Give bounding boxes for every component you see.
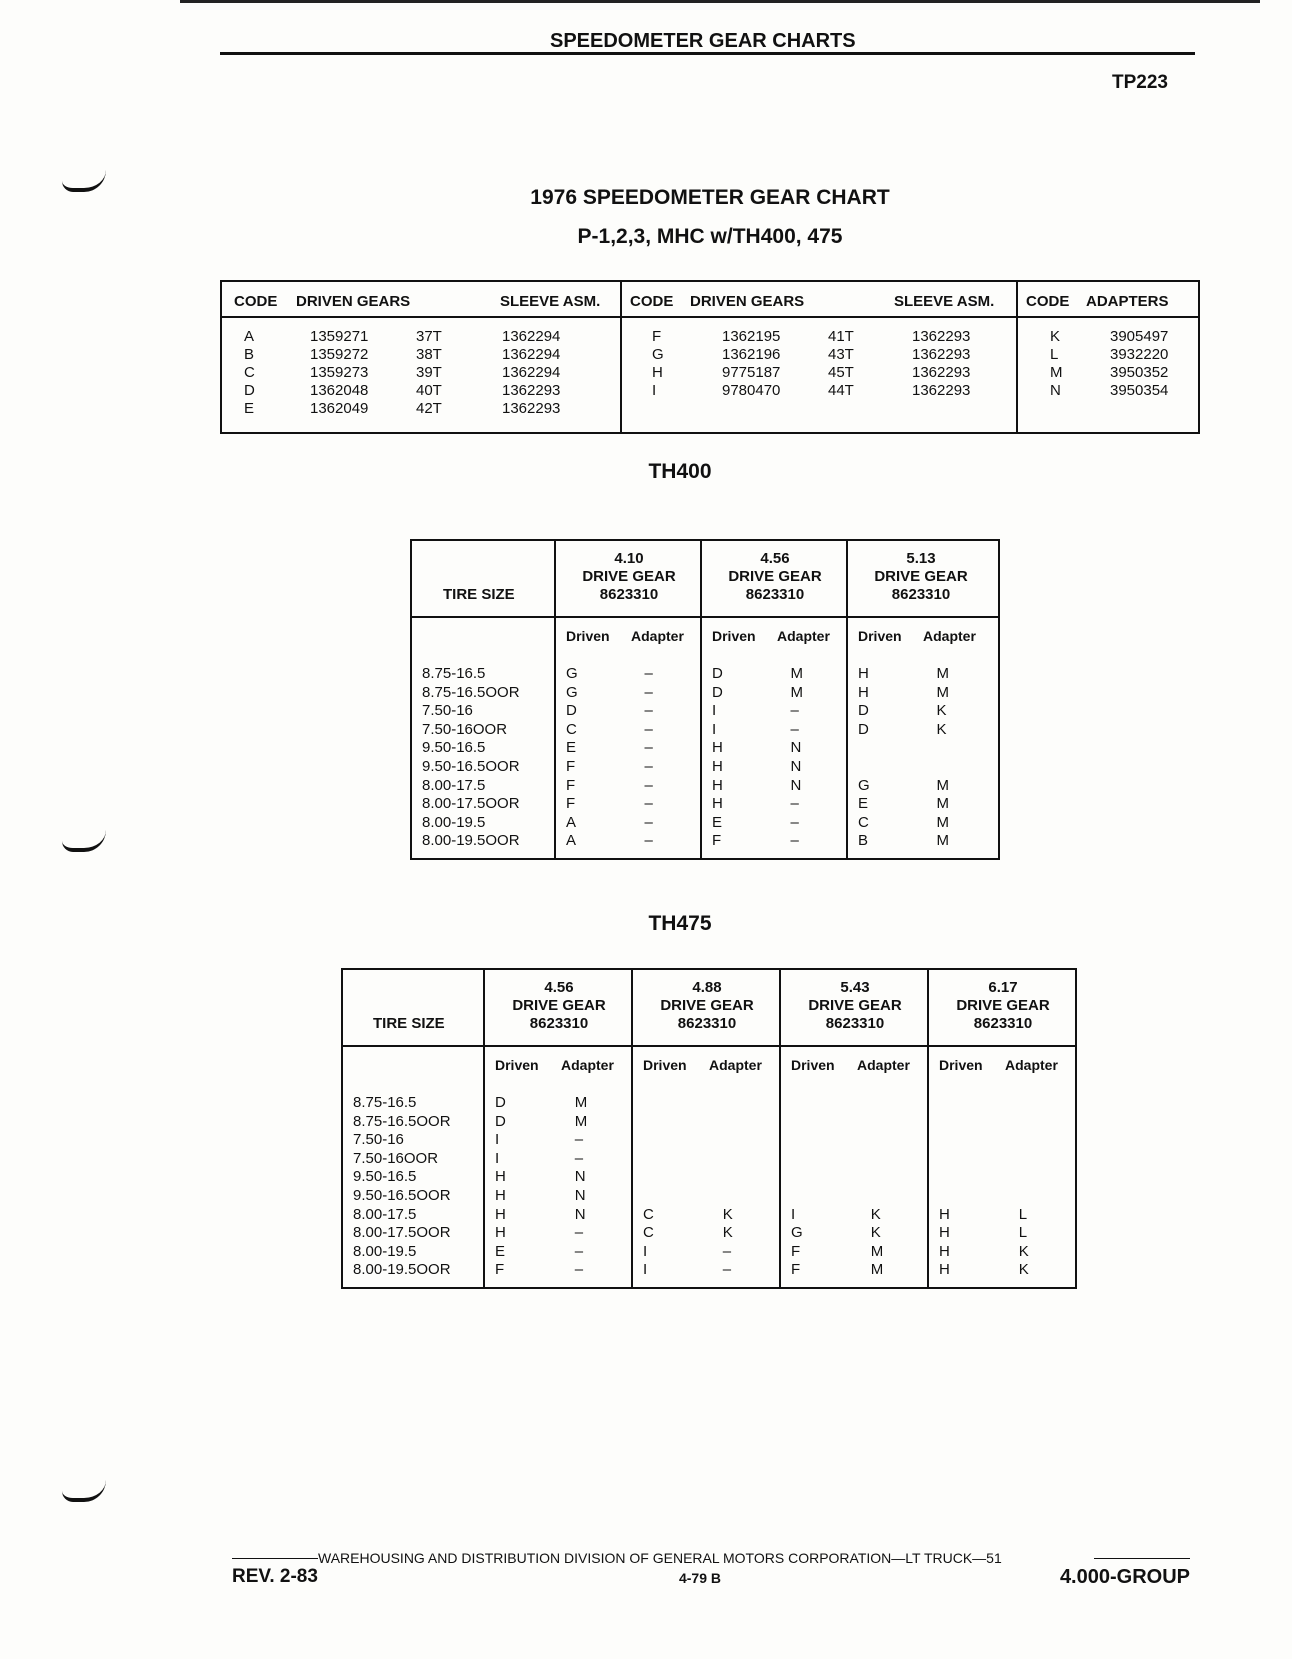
code-row <box>622 346 1016 364</box>
adapter-code-cell: – <box>790 702 799 720</box>
sleeve-part-number: 1362293 <box>912 328 971 345</box>
drive-gear-part: 8623310 <box>599 586 659 603</box>
code-letter: F <box>652 328 662 345</box>
drive-gear-label: DRIVE GEAR <box>660 997 754 1014</box>
driven-code-cell: H <box>712 739 723 757</box>
adapter-code-cell: – <box>574 1224 584 1242</box>
tire-size-cell: 8.75-16.5OOR <box>422 683 520 701</box>
tooth-count: 40T <box>416 382 442 399</box>
code-letter: B <box>244 346 255 363</box>
drive-gear-label: DRIVE GEAR <box>728 568 822 585</box>
adapter-code-cell: – <box>722 1242 732 1260</box>
code-header: CODE <box>1026 293 1070 310</box>
driven-code-cell: C <box>566 720 577 738</box>
tire-size-cell: 8.00-17.5OOR <box>353 1224 451 1242</box>
driven-code-cell: G <box>566 665 578 682</box>
drive-gear-header <box>781 979 929 1033</box>
tire-size-cell: 7.50-16 <box>353 1131 404 1149</box>
code-letter: E <box>244 400 255 417</box>
driven-subheader: Driven <box>495 1057 539 1073</box>
driven-code-cell: C <box>643 1224 654 1242</box>
tire-size-cell: 9.50-16.5OOR <box>353 1187 451 1204</box>
code-row <box>222 328 620 346</box>
driven-subheader: Driven <box>939 1057 983 1073</box>
driven-code-cell: C <box>643 1205 654 1223</box>
driven-code-cell: F <box>791 1242 801 1260</box>
driven-code-cell: H <box>495 1168 506 1186</box>
axle-ratio: 5.13 <box>906 550 936 567</box>
adapter-code-cell: M <box>574 1094 588 1111</box>
sleeve-part-number: 1362294 <box>502 328 561 345</box>
th400-title: TH400 <box>648 460 712 483</box>
gear-part-number: 1362049 <box>310 400 369 417</box>
driven-subheader: Driven <box>643 1057 687 1073</box>
code-header-row <box>1018 282 1198 318</box>
driven-code-cell: D <box>858 720 869 738</box>
tire-size-cell: 9.50-16.5 <box>353 1168 417 1186</box>
driven-code-cell: H <box>495 1205 506 1223</box>
adapter-code-cell: N <box>790 739 802 757</box>
gear-part-number: 1362048 <box>310 382 369 399</box>
th475-table <box>341 968 1077 1289</box>
code-section-1 <box>222 282 620 432</box>
driven-code-cell: F <box>566 795 576 813</box>
driven-code-cell: B <box>858 832 869 850</box>
code-row <box>1018 364 1198 382</box>
driven-code-cell: I <box>791 1205 796 1223</box>
adapter-code-cell: – <box>644 776 653 794</box>
footer-rule-left <box>232 1558 318 1559</box>
driven-code-cell: D <box>712 683 723 701</box>
tooth-count: 37T <box>416 328 442 345</box>
adapter-code-cell: – <box>790 832 799 850</box>
driven-code-cell: D <box>712 665 723 682</box>
driven-subheader: Driven <box>566 628 610 644</box>
driven-code-cell: A <box>566 813 577 831</box>
footer-date: 4-79 B <box>678 1570 722 1586</box>
adapter-code-cell: M <box>870 1242 884 1260</box>
adapters-header: ADAPTERS <box>1086 293 1169 310</box>
gear-part-number: 1362195 <box>722 328 781 345</box>
tire-size-header: TIRE SIZE <box>373 1015 445 1032</box>
code-letter: H <box>652 364 663 381</box>
driven-code-cell: H <box>939 1242 950 1260</box>
code-section-adapters <box>1016 282 1198 432</box>
driven-code-cell: I <box>495 1131 500 1149</box>
drive-gear-header <box>848 550 994 604</box>
code-header-row <box>622 282 1016 318</box>
adapter-code-cell: M <box>936 832 950 850</box>
adapter-code-cell: – <box>644 832 653 850</box>
driven-gears-header: DRIVEN GEARS <box>296 293 411 310</box>
footer-rule-right <box>1094 1558 1190 1559</box>
code-row <box>622 364 1016 382</box>
adapter-code-cell: – <box>644 665 653 682</box>
code-row <box>622 382 1016 400</box>
adapter-code-cell: – <box>790 720 799 738</box>
binder-mark <box>62 830 106 852</box>
gear-code-table <box>220 280 1200 434</box>
adapter-code-cell: M <box>936 795 950 813</box>
driven-code-cell: I <box>495 1149 500 1167</box>
tire-size-cell: 8.00-19.5 <box>353 1242 417 1260</box>
tooth-count: 38T <box>416 346 442 363</box>
code-section-2 <box>620 282 1016 432</box>
code-letter: I <box>652 382 657 399</box>
adapter-code-cell: N <box>790 758 802 775</box>
driven-code-cell: H <box>858 665 869 682</box>
adapter-code-cell: M <box>936 813 950 831</box>
driven-code-cell: F <box>495 1261 505 1279</box>
adapter-part-number: 3950354 <box>1110 382 1169 399</box>
adapter-code-cell: – <box>644 739 653 757</box>
code-header: CODE <box>630 293 674 310</box>
drive-gear-part: 8623310 <box>745 586 805 603</box>
driven-code-cell: D <box>858 702 869 720</box>
driven-subheader: Driven <box>858 628 902 644</box>
driven-code-cell: I <box>643 1242 648 1260</box>
driven-code-cell: H <box>495 1187 506 1204</box>
adapter-code-cell: – <box>574 1242 584 1260</box>
adapter-code-cell: K <box>1018 1261 1029 1279</box>
adapter-code-cell: – <box>644 813 653 831</box>
driven-code-cell: F <box>566 758 576 775</box>
driven-code-cell: H <box>939 1224 950 1242</box>
driven-code-cell: E <box>858 795 869 813</box>
code-letter: M <box>1050 364 1063 381</box>
top-edge-rule <box>180 0 1260 3</box>
drive-gear-header <box>556 550 702 604</box>
drive-gear-part: 8623310 <box>677 1015 737 1032</box>
adapter-code-cell: M <box>790 665 804 682</box>
adapter-code-cell: – <box>574 1131 584 1149</box>
driven-code-cell: H <box>939 1261 950 1279</box>
adapter-code-cell: – <box>644 720 653 738</box>
driven-code-cell: E <box>566 739 577 757</box>
tire-size-cell: 9.50-16.5OOR <box>422 758 520 775</box>
driven-code-cell: D <box>495 1094 506 1111</box>
tire-size-cell: 8.75-16.5 <box>353 1094 417 1111</box>
driven-code-cell: G <box>858 776 870 794</box>
binder-mark <box>62 1480 106 1502</box>
code-row <box>222 364 620 382</box>
tooth-count: 44T <box>828 382 854 399</box>
adapter-code-cell: N <box>574 1205 586 1223</box>
gear-part-number: 1362196 <box>722 346 781 363</box>
code-row <box>222 400 620 418</box>
code-letter: L <box>1050 346 1059 363</box>
code-header: CODE <box>234 293 278 310</box>
sleeve-part-number: 1362294 <box>502 364 561 381</box>
sleeve-asm-header: SLEEVE ASM. <box>894 293 995 310</box>
drive-gear-part: 8623310 <box>529 1015 589 1032</box>
driven-code-cell: H <box>858 683 869 701</box>
sleeve-part-number: 1362293 <box>912 364 971 381</box>
axle-ratio: 4.10 <box>614 550 644 567</box>
gear-part-number: 1359273 <box>310 364 369 381</box>
adapter-code-cell: K <box>870 1205 881 1223</box>
code-row <box>222 382 620 400</box>
gear-part-number: 1359272 <box>310 346 369 363</box>
tire-size-cell: 7.50-16OOR <box>353 1149 439 1167</box>
driven-code-cell: I <box>712 702 717 720</box>
drive-gear-part: 8623310 <box>825 1015 885 1032</box>
driven-code-cell: H <box>495 1224 506 1242</box>
drive-gear-label: DRIVE GEAR <box>582 568 676 585</box>
driven-code-cell: H <box>712 776 723 794</box>
adapter-code-cell: L <box>1018 1224 1028 1242</box>
tire-size-cell: 8.00-17.5OOR <box>422 795 520 813</box>
driven-code-cell: H <box>712 758 723 775</box>
driven-code-cell: D <box>495 1112 506 1130</box>
driven-code-cell: A <box>566 832 577 850</box>
tire-size-cell: 8.75-16.5OOR <box>353 1112 451 1130</box>
adapter-code-cell: M <box>936 665 950 682</box>
driven-code-cell: E <box>495 1242 506 1260</box>
adapter-code-cell: K <box>722 1205 733 1223</box>
tire-size-cell: 8.00-17.5 <box>353 1205 417 1223</box>
tire-size-cell: 8.00-19.5OOR <box>422 832 520 850</box>
chart-title: 1976 SPEEDOMETER GEAR CHART <box>530 186 890 209</box>
footer-org: WAREHOUSING AND DISTRIBUTION DIVISION OF GENERAL MOTORS CORPORATION—LT TRUCK—51 <box>318 1550 1002 1566</box>
drive-gear-header <box>485 979 633 1033</box>
drive-gear-part: 8623310 <box>891 586 951 603</box>
driven-subheader: Driven <box>712 628 756 644</box>
adapter-subheader: Adapter <box>1005 1057 1058 1073</box>
code-letter: G <box>652 346 664 363</box>
adapter-code-cell: – <box>790 813 799 831</box>
drive-gear-label: DRIVE GEAR <box>512 997 606 1014</box>
page-header-title: SPEEDOMETER GEAR CHARTS <box>550 30 856 52</box>
tire-size-header: TIRE SIZE <box>443 586 515 603</box>
tooth-count: 39T <box>416 364 442 381</box>
code-letter: A <box>244 328 255 345</box>
adapter-code-cell: L <box>1018 1205 1028 1223</box>
driven-code-cell: E <box>712 813 723 831</box>
tire-size-cell: 8.00-19.5OOR <box>353 1261 451 1279</box>
th475-title: TH475 <box>648 912 712 935</box>
driven-code-cell: D <box>566 702 577 720</box>
adapter-subheader: Adapter <box>923 628 976 644</box>
adapter-subheader: Adapter <box>561 1057 614 1073</box>
adapter-part-number: 3905497 <box>1110 328 1169 345</box>
footer-group: 4.000-GROUP <box>1059 1566 1190 1588</box>
adapter-part-number: 3950352 <box>1110 364 1169 381</box>
tire-size-cell: 9.50-16.5 <box>422 739 486 757</box>
axle-ratio: 4.56 <box>544 979 574 996</box>
tire-size-cell: 8.75-16.5 <box>422 665 486 682</box>
code-header-row <box>222 282 620 318</box>
tire-size-cell: 8.00-19.5 <box>422 813 486 831</box>
adapter-code-cell: – <box>644 683 653 701</box>
code-letter: N <box>1050 382 1061 399</box>
tooth-count: 45T <box>828 364 854 381</box>
tooth-count: 41T <box>828 328 854 345</box>
drive-gear-header <box>929 979 1077 1033</box>
adapter-code-cell: M <box>936 683 950 701</box>
gear-part-number: 9780470 <box>722 382 781 399</box>
driven-code-cell: G <box>566 683 578 701</box>
adapter-code-cell: K <box>870 1224 881 1242</box>
adapter-code-cell: K <box>936 720 947 738</box>
th400-table <box>410 539 1000 860</box>
adapter-code-cell: K <box>1018 1242 1029 1260</box>
driven-code-cell: F <box>712 832 722 850</box>
code-letter: D <box>244 382 255 399</box>
binder-mark <box>62 170 106 192</box>
adapter-code-cell: M <box>574 1112 588 1130</box>
adapter-part-number: 3932220 <box>1110 346 1169 363</box>
code-row <box>222 346 620 364</box>
adapter-subheader: Adapter <box>857 1057 910 1073</box>
sleeve-part-number: 1362293 <box>912 382 971 399</box>
header-rule <box>220 52 1195 55</box>
adapter-code-cell: – <box>574 1261 584 1279</box>
drive-gear-label: DRIVE GEAR <box>808 997 902 1014</box>
code-row <box>1018 382 1198 400</box>
page-id: TP223 <box>1112 72 1168 93</box>
drive-gear-label: DRIVE GEAR <box>956 997 1050 1014</box>
axle-ratio: 5.43 <box>840 979 870 996</box>
sleeve-part-number: 1362294 <box>502 346 561 363</box>
adapter-code-cell: – <box>722 1261 732 1279</box>
driven-code-cell: I <box>643 1261 648 1279</box>
adapter-subheader: Adapter <box>709 1057 762 1073</box>
adapter-code-cell: K <box>722 1224 733 1242</box>
driven-code-cell: I <box>712 720 717 738</box>
tire-size-cell: 7.50-16OOR <box>422 720 508 738</box>
axle-ratio: 4.56 <box>760 550 790 567</box>
tire-size-cell: 7.50-16 <box>422 702 473 720</box>
adapter-code-cell: M <box>936 776 950 794</box>
sleeve-asm-header: SLEEVE ASM. <box>500 293 601 310</box>
adapter-code-cell: N <box>574 1168 586 1186</box>
adapter-subheader: Adapter <box>631 628 684 644</box>
gear-part-number: 9775187 <box>722 364 781 381</box>
adapter-code-cell: – <box>574 1149 584 1167</box>
driven-gears-header: DRIVEN GEARS <box>690 293 805 310</box>
adapter-subheader: Adapter <box>777 628 830 644</box>
gear-part-number: 1359271 <box>310 328 369 345</box>
sleeve-part-number: 1362293 <box>502 400 561 417</box>
adapter-code-cell: M <box>870 1261 884 1279</box>
driven-code-cell: H <box>712 795 723 813</box>
code-letter: K <box>1050 328 1061 345</box>
driven-code-cell: H <box>939 1205 950 1223</box>
adapter-code-cell: N <box>574 1187 586 1204</box>
code-row <box>1018 346 1198 364</box>
sleeve-part-number: 1362293 <box>912 346 971 363</box>
tire-size-cell: 8.00-17.5 <box>422 776 486 794</box>
drive-gear-part: 8623310 <box>973 1015 1033 1032</box>
adapter-code-cell: – <box>644 795 653 813</box>
drive-gear-label: DRIVE GEAR <box>874 568 968 585</box>
code-row <box>1018 328 1198 346</box>
adapter-code-cell: N <box>790 776 802 794</box>
driven-code-cell: F <box>791 1261 801 1279</box>
axle-ratio: 6.17 <box>988 979 1018 996</box>
driven-subheader: Driven <box>791 1057 835 1073</box>
sleeve-part-number: 1362293 <box>502 382 561 399</box>
tooth-count: 43T <box>828 346 854 363</box>
adapter-code-cell: K <box>936 702 947 720</box>
adapter-code-cell: M <box>790 683 804 701</box>
driven-code-cell: G <box>791 1224 803 1242</box>
adapter-code-cell: – <box>644 758 653 775</box>
chart-subtitle: P-1,2,3, MHC w/TH400, 475 <box>577 225 843 248</box>
footer-rev: REV. 2-83 <box>232 1566 318 1587</box>
adapter-code-cell: – <box>790 795 799 813</box>
drive-gear-header <box>633 979 781 1033</box>
tooth-count: 42T <box>416 400 442 417</box>
adapter-code-cell: – <box>644 702 653 720</box>
driven-code-cell: F <box>566 776 576 794</box>
drive-gear-header <box>702 550 848 604</box>
driven-code-cell: C <box>858 813 869 831</box>
code-letter: C <box>244 364 255 381</box>
axle-ratio: 4.88 <box>692 979 722 996</box>
code-row <box>622 328 1016 346</box>
